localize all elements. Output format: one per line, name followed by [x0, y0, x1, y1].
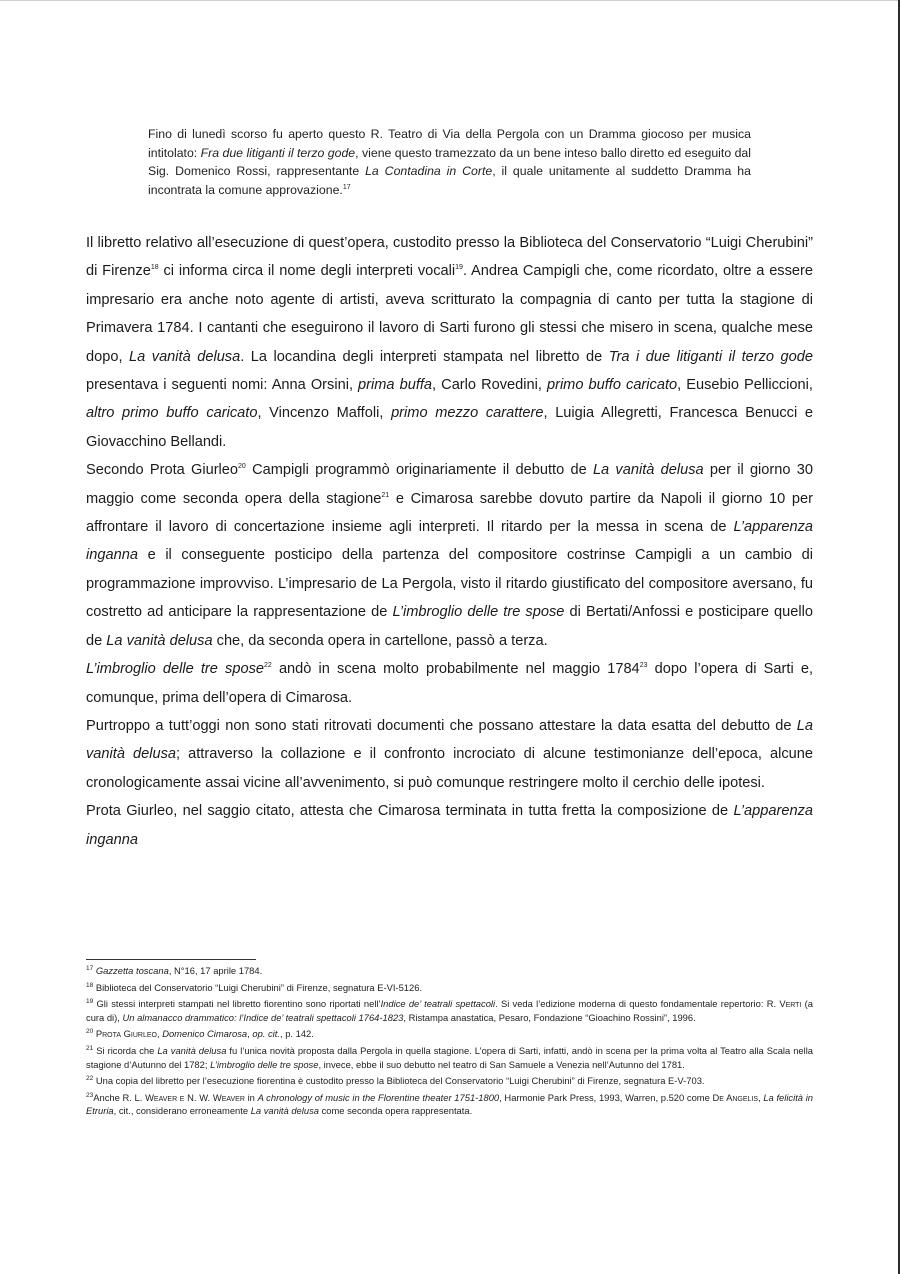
text: ,: [758, 1091, 764, 1103]
quote-title-italic: La Contadina in Corte: [365, 164, 493, 178]
italic-text: Indice de’ teatrali spettacoli: [380, 998, 496, 1010]
quote-text: , il quale unitamente al suddetto Dramma ha incontrata la comune approvazione.: [148, 164, 751, 197]
text: per il giorno 30 maggio come seconda opera della stagione: [86, 462, 813, 507]
text: , Luigia Allegretti, Francesca Benucci e Giovacchino Bellandi.: [86, 405, 813, 450]
text: Anche R. L.: [93, 1091, 146, 1103]
italic-text: L’apparenza inganna: [86, 803, 813, 848]
small-caps-text: Verti: [779, 998, 802, 1010]
footnote-23: [86, 1091, 813, 1118]
italic-text: Tra i due litiganti il terzo gode: [608, 348, 813, 365]
footnote-separator: [86, 959, 256, 960]
text: come seconda opera rappresentata.: [318, 1105, 473, 1117]
text: , Carlo Rovedini,: [432, 377, 547, 394]
paragraph: [86, 712, 813, 797]
text: ,: [156, 1028, 163, 1040]
footnote-ref: 20: [238, 463, 246, 471]
italic-text: op. cit.: [252, 1028, 280, 1040]
text: Biblioteca del Conservatorio “Luigi Cherubini” di Firenze, segnatura E-VI-5126.: [95, 981, 423, 993]
text: Purtroppo a tutt’oggi non sono stati ritrovati documenti che possano attestare la data esatta del debutto de: [86, 717, 797, 734]
footnote-ref: 17: [342, 183, 351, 191]
page-top-edge: [0, 0, 900, 1]
quote-text: Fino di lunedì scorso fu aperto questo R. Teatro di Via della Pergola con un Dramma giocoso per musica intitolato:: [148, 127, 751, 160]
block-quote: [148, 125, 751, 199]
text: . La locandina degli interpreti stampata nel libretto de: [240, 348, 609, 365]
italic-text: primo buffo caricato: [546, 377, 678, 394]
italic-text: La vanità delusa: [106, 632, 213, 649]
text: . Andrea Campigli che, come ricordato, oltre a essere impresario era anche noto agente di artisti, aveva scritturato la compagnia di canto per tutta la stagione di Primavera 1784. I cantanti che eseguirono il lavoro di Sarti furono gli stessi che misero in scena, qualche mese dopo,: [86, 263, 813, 365]
text: di Bertati/Anfossi e posticipare quello de: [86, 604, 813, 649]
italic-text: La vanità delusa: [250, 1105, 319, 1117]
footnote-17: [86, 964, 813, 978]
footnote-ref: 19: [455, 264, 463, 272]
text: in: [244, 1091, 258, 1103]
body-text: [86, 229, 813, 854]
italic-text: La vanità delusa: [157, 1044, 227, 1056]
text: Si ricorda che: [93, 1044, 158, 1056]
italic-text: La vanità delusa: [129, 348, 241, 365]
italic-text: A chronology of music in the Florentine theater 1751-1800: [257, 1091, 500, 1103]
italic-text: L’apparenza inganna: [86, 519, 813, 564]
footnote-number: 18: [86, 981, 94, 989]
text: , Vincenzo Maffoli,: [257, 405, 392, 422]
footnote-19: [86, 997, 813, 1024]
footnote-ref: 22: [264, 662, 272, 670]
text: Una copia del libretto per l’esecuzione fiorentina è custodito presso la Biblioteca del Conservatorio “Luigi Cherubini” di Firenze, segnatura E-V-703.: [93, 1075, 705, 1087]
italic-text: Un almanacco drammatico: l’Indice de’ teatrali spettacoli 1764-1823: [122, 1011, 404, 1023]
footnote-22: [86, 1074, 813, 1088]
italic-text: L’imbroglio delle tre spose: [392, 604, 565, 621]
text: fu l’unica novità proposta dalla Pergola in quella stagione. L’opera di Sarti, infatti, andò in scena per la prima volta al Teatro alla Scala nella stagione d’Autunno del 1782;: [86, 1044, 814, 1070]
small-caps-text: Weaver: [212, 1091, 245, 1103]
text: Gli stessi interpreti stampati nel libretto fiorentino sono riportati nell’: [96, 998, 381, 1010]
small-caps-text: Weaver e: [145, 1091, 185, 1103]
text: presentava i seguenti nomi: Anna Orsini,: [86, 377, 359, 394]
quote-text: , viene questo tramezzato da un bene inteso ballo diretto ed eseguito dal Sig. Domenico Rossi, rappresentante: [148, 145, 751, 178]
italic-text: Domenico Cimarosa: [162, 1028, 248, 1040]
text: , Harmonie Park Press, 1993, Warren, p.520 come: [499, 1091, 713, 1103]
quote-title-italic: Fra due litiganti il terzo gode: [200, 145, 356, 160]
text: ; attraverso la collazione e il confronto incrociato di alcune testimonianze dell’epoca, alcune cronologicamente assai vicine all’avvenimento, si può comunque restringere molto il cerchio delle ipotesi.: [86, 746, 813, 791]
footnote-number: 23: [86, 1091, 94, 1099]
footnote-number: 22: [86, 1075, 94, 1083]
footnote-20: [86, 1027, 813, 1041]
footnote-21: [86, 1044, 813, 1071]
text: Prota Giurleo, nel saggio citato, attesta che Cimarosa terminata in tutta fretta la composizione de: [86, 803, 734, 820]
text: andò in scena molto probabilmente nel maggio 1784: [271, 661, 640, 678]
text: Campigli programmò originariamente il debutto de: [245, 462, 593, 479]
small-caps-text: De Angelis: [712, 1091, 759, 1103]
italic-text: Gazzetta toscana: [95, 965, 169, 976]
text: dopo l’opera di Sarti e, comunque, prima dell’opera di Cimarosa.: [86, 661, 814, 706]
text: Secondo Prota Giurleo: [86, 462, 239, 479]
italic-text: L’imbroglio delle tre spose: [86, 661, 264, 678]
text: Il libretto relativo all’esecuzione di quest’opera, custodito presso la Biblioteca del Conservatorio “Luigi Cherubini” di Firenze: [86, 235, 813, 280]
text: N. W.: [184, 1091, 213, 1103]
footnote-18: [86, 981, 813, 995]
text: , invece, ebbe il suo debutto nel teatro di San Samuele a Venezia nell’Autunno del 1781.: [318, 1058, 685, 1070]
text: e il conseguente posticipo della partenza del compositore costrinse Campigli a un cambio di programmazione improvviso. L’impresario de La Pergola, visto il ritardo giustificato del compositore aversano, fu costretto ad anticipare la rappresentazione de: [86, 547, 813, 621]
small-caps-text: Prota Giurleo: [95, 1028, 157, 1040]
text: . Si veda l’edizione moderna di questo fondamentale repertorio: R.: [495, 998, 780, 1010]
text: (a cura di),: [86, 998, 813, 1023]
footnotes: [86, 964, 813, 1121]
paragraph: [86, 456, 813, 655]
text: , Eusebio Pelliccioni,: [677, 377, 813, 394]
text: che, da seconda opera in cartellone, passò a terza.: [212, 632, 548, 649]
footnote-ref: 21: [381, 491, 390, 499]
italic-text: primo mezzo carattere: [391, 405, 544, 422]
footnote-number: 20: [86, 1028, 94, 1036]
italic-text: La vanità delusa: [592, 462, 704, 479]
text: e Cimarosa sarebbe dovuto partire da Napoli il giorno 10 per affrontare il lavoro di concertazione insieme agli interpreti. Il ritardo per la messa in scena de: [86, 490, 813, 536]
text: ,: [247, 1028, 253, 1040]
text: , N°16, 17 aprile 1784.: [168, 965, 263, 976]
italic-text: La vanità delusa: [86, 717, 813, 763]
italic-text: altro primo buffo caricato: [86, 405, 258, 422]
italic-text: L’imbroglio delle tre spose: [210, 1058, 319, 1070]
italic-text: prima buffa: [358, 377, 433, 394]
text: ci informa circa il nome degli interpreti vocali: [158, 263, 456, 280]
footnote-ref: 18: [150, 264, 159, 272]
footnote-number: 19: [86, 998, 94, 1006]
text: , cit., considerano erroneamente: [113, 1105, 251, 1117]
text: , Ristampa anastatica, Pesaro, Fondazione “Gioachino Rossini”, 1996.: [403, 1011, 696, 1023]
text: , p. 142.: [279, 1028, 314, 1040]
italic-text: La felicità in Etruria: [86, 1091, 814, 1117]
paragraph: [86, 229, 813, 456]
footnote-number: 21: [86, 1044, 94, 1052]
paragraph: [86, 797, 813, 854]
footnote-ref: 23: [639, 662, 648, 670]
paragraph: [86, 655, 813, 712]
footnote-number: 17: [86, 964, 94, 972]
